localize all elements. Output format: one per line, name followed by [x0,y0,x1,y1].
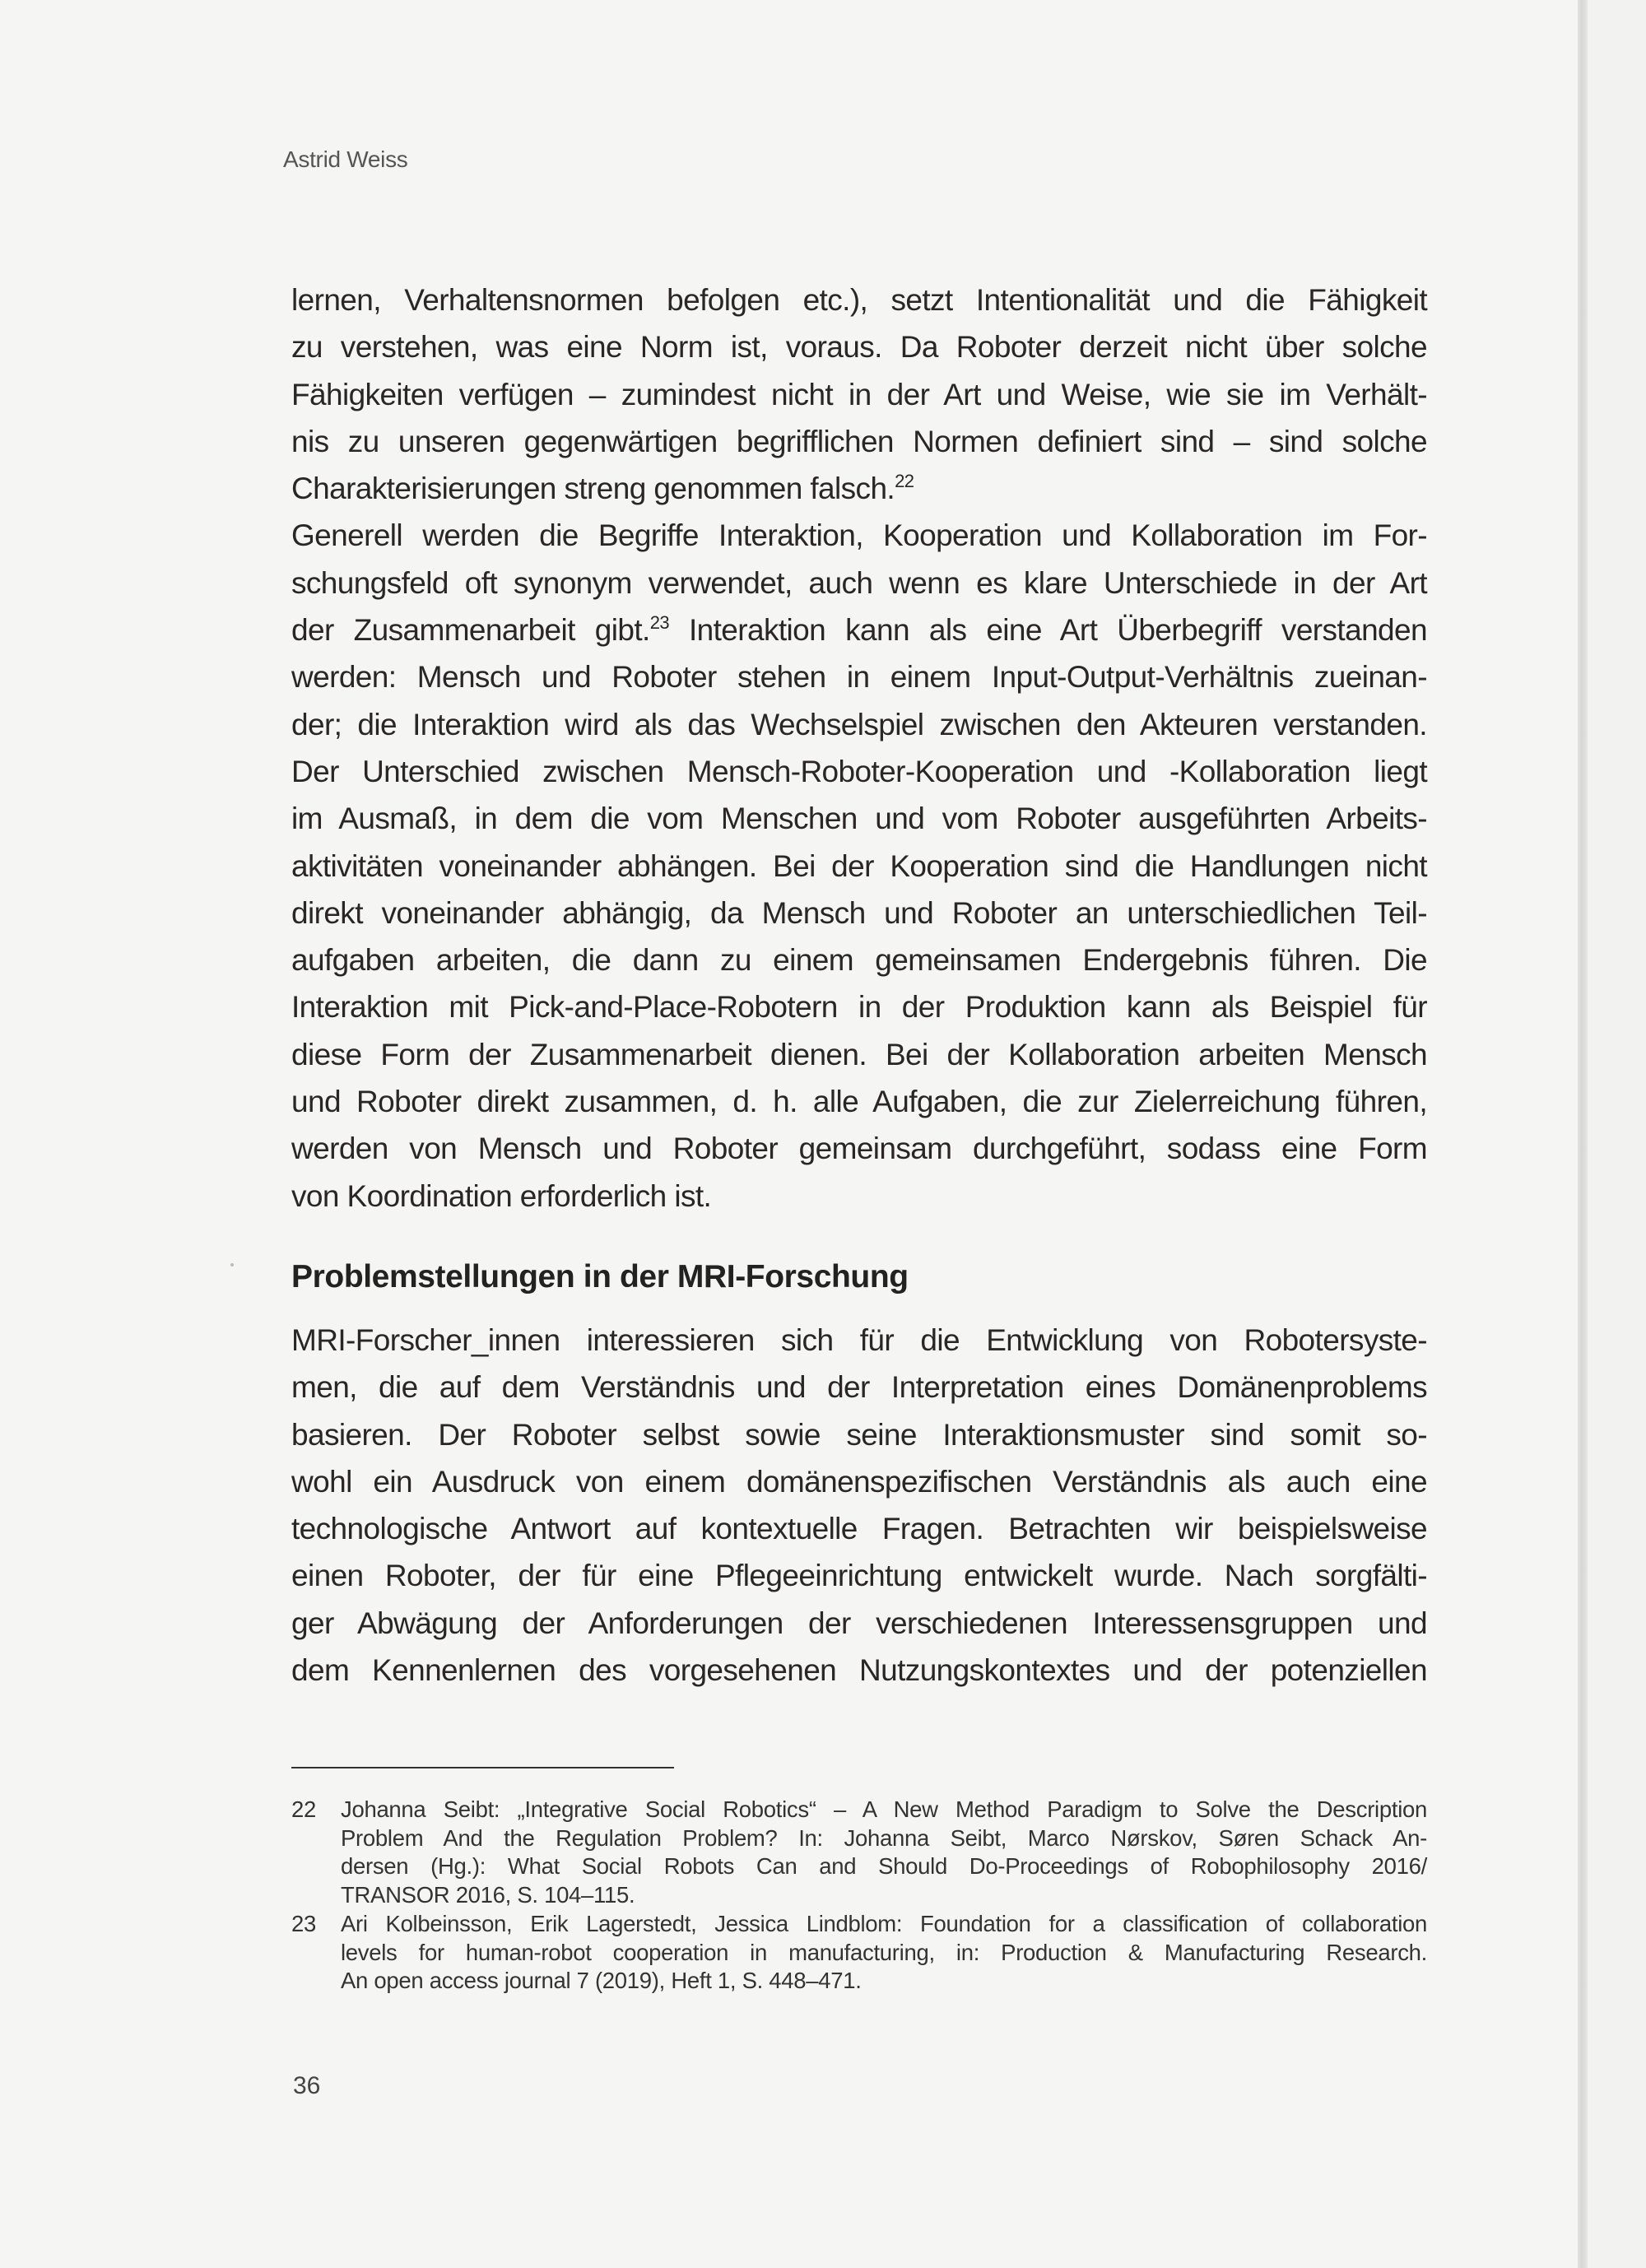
footnote-line: Ari Kolbeinsson, Erik Lagerstedt, Jessica Lindblom: Foundation for a classification of collaboration [341,1910,1427,1936]
footnote-ref-22[interactable]: 22 [895,471,914,492]
text-line: men, die auf dem Verständnis und der Interpretation eines Domänenproblems [291,1370,1427,1405]
body-text [291,277,1427,1220]
facing-page-margin [1588,0,1646,2268]
footnotes [291,1796,1427,1996]
book-binding-seam [1578,0,1588,2268]
text-line: einen Roboter, der für eine Pflegeeinrichtung entwickelt wurde. Nach sorgfälti- [291,1559,1427,1593]
footnote-line: Problem And the Regulation Problem? In: Johanna Seibt, Marco Nørskov, Søren Schack An- [341,1824,1427,1851]
footnote-line: levels for human-robot cooperation in manufacturing, in: Production & Manufacturing Research. [341,1939,1427,1965]
page-number: 36 [293,2072,321,2099]
running-head: Astrid Weiss [283,146,408,172]
text-line: Fähigkeiten verfügen – zumindest nicht in der Art und Weise, wie sie im Verhält- [291,377,1427,411]
footnote-ref-23[interactable]: 23 [649,612,670,634]
footnote-line: An open access journal 7 (2019), Heft 1, S. 448–471. [341,1968,862,1994]
footnote-number: 23 [291,1910,316,1936]
text-line: Charakterisierungen streng genommen falsch.$^{22}$ [291,471,914,506]
text-line: aufgaben arbeiten, die dann zu einem gemeinsamen Endergebnis führen. Die [291,943,1427,978]
text-line: ger Abwägung der Anforderungen der verschiedenen Interessensgruppen und [291,1606,1427,1640]
text-line: schungsfeld oft synonym verwendet, auch wenn es klare Unterschiede in der Art [291,565,1427,600]
text-line: aktivitäten voneinander abhängen. Bei der Kooperation sind die Handlungen nicht [291,848,1427,883]
text-line: lernen, Verhaltensnormen befolgen etc.), setzt Intentionalität und die Fähigkeit [291,283,1427,317]
footnote-number: 22 [291,1796,316,1822]
text-line: dem Kennenlernen des vorgesehenen Nutzungskontextes und der potenziellen [291,1653,1427,1688]
section-heading: Problemstellungen in der MRI-Forschung [291,1259,909,1294]
text-line: nis zu unseren gegenwärtigen begrifflichen Normen definiert sind – sind solche [291,424,1427,458]
footnote-line: TRANSOR 2016, S. 104–115. [341,1882,635,1908]
text-line: MRI-Forscher_innen interessieren sich für die Entwicklung von Robotersyste- [291,1323,1427,1357]
text-line: zu verstehen, was eine Norm ist, voraus. Da Roboter derzeit nicht über solche [291,330,1427,365]
text-line: der Zusammenarbeit gibt.$^{23}$ Interaktion kann als eine Art Überbegriff verstanden [291,612,1427,648]
text-line: basieren. Der Roboter selbst sowie seine Interaktionsmuster sind somit so- [291,1417,1427,1452]
section-body-text [291,1317,1427,1694]
text-line: diese Form der Zusammenarbeit dienen. Bei der Kollaboration arbeiten Mensch [291,1037,1427,1071]
text-line: von Koordination erforderlich ist. [291,1178,712,1213]
footnote-22 [291,1796,1427,1910]
text-line: Der Unterschied zwischen Mensch-Roboter-Kooperation und -Kollaboration liegt [291,754,1427,788]
text-line: Interaktion mit Pick-and-Place-Robotern in der Produktion kann als Beispiel für [291,990,1427,1025]
text-line: im Ausmaß, in dem die vom Menschen und vom Roboter ausgeführten Arbeits- [291,802,1427,836]
text-line: Generell werden die Begriffe Interaktion, Kooperation und Kollaboration im For- [291,518,1427,553]
footnote-separator [291,1767,674,1768]
text-line: werden von Mensch und Roboter gemeinsam durchgeführt, sodass eine Form [291,1132,1427,1166]
text-line: der; die Interaktion wird als das Wechselspiel zwischen den Akteuren verstanden. [291,707,1427,741]
text-line: werden: Mensch und Roboter stehen in einem Input-Output-Verhältnis zueinan- [291,660,1427,695]
text-line: technologische Antwort auf kontextuelle Fragen. Betrachten wir beispielsweise [291,1512,1427,1546]
text-line: und Roboter direkt zusammen, d. h. alle Aufgaben, die zur Zielerreichung führen, [291,1085,1427,1119]
footnote-line: dersen (Hg.): What Social Robots Can and Should Do-Proceedings of Robophilosophy 2016/ [341,1853,1427,1880]
text-line: wohl ein Ausdruck von einem domänenspezifischen Verständnis als auch eine [291,1464,1427,1499]
footnote-23 [291,1910,1427,1996]
scan-speck [230,1263,234,1266]
text-line: direkt voneinander abhängig, da Mensch und Roboter an unterschiedlichen Teil- [291,895,1427,930]
footnote-line: Johanna Seibt: „Integrative Social Robotics“ – A New Method Paradigm to Solve the Description [341,1796,1427,1822]
